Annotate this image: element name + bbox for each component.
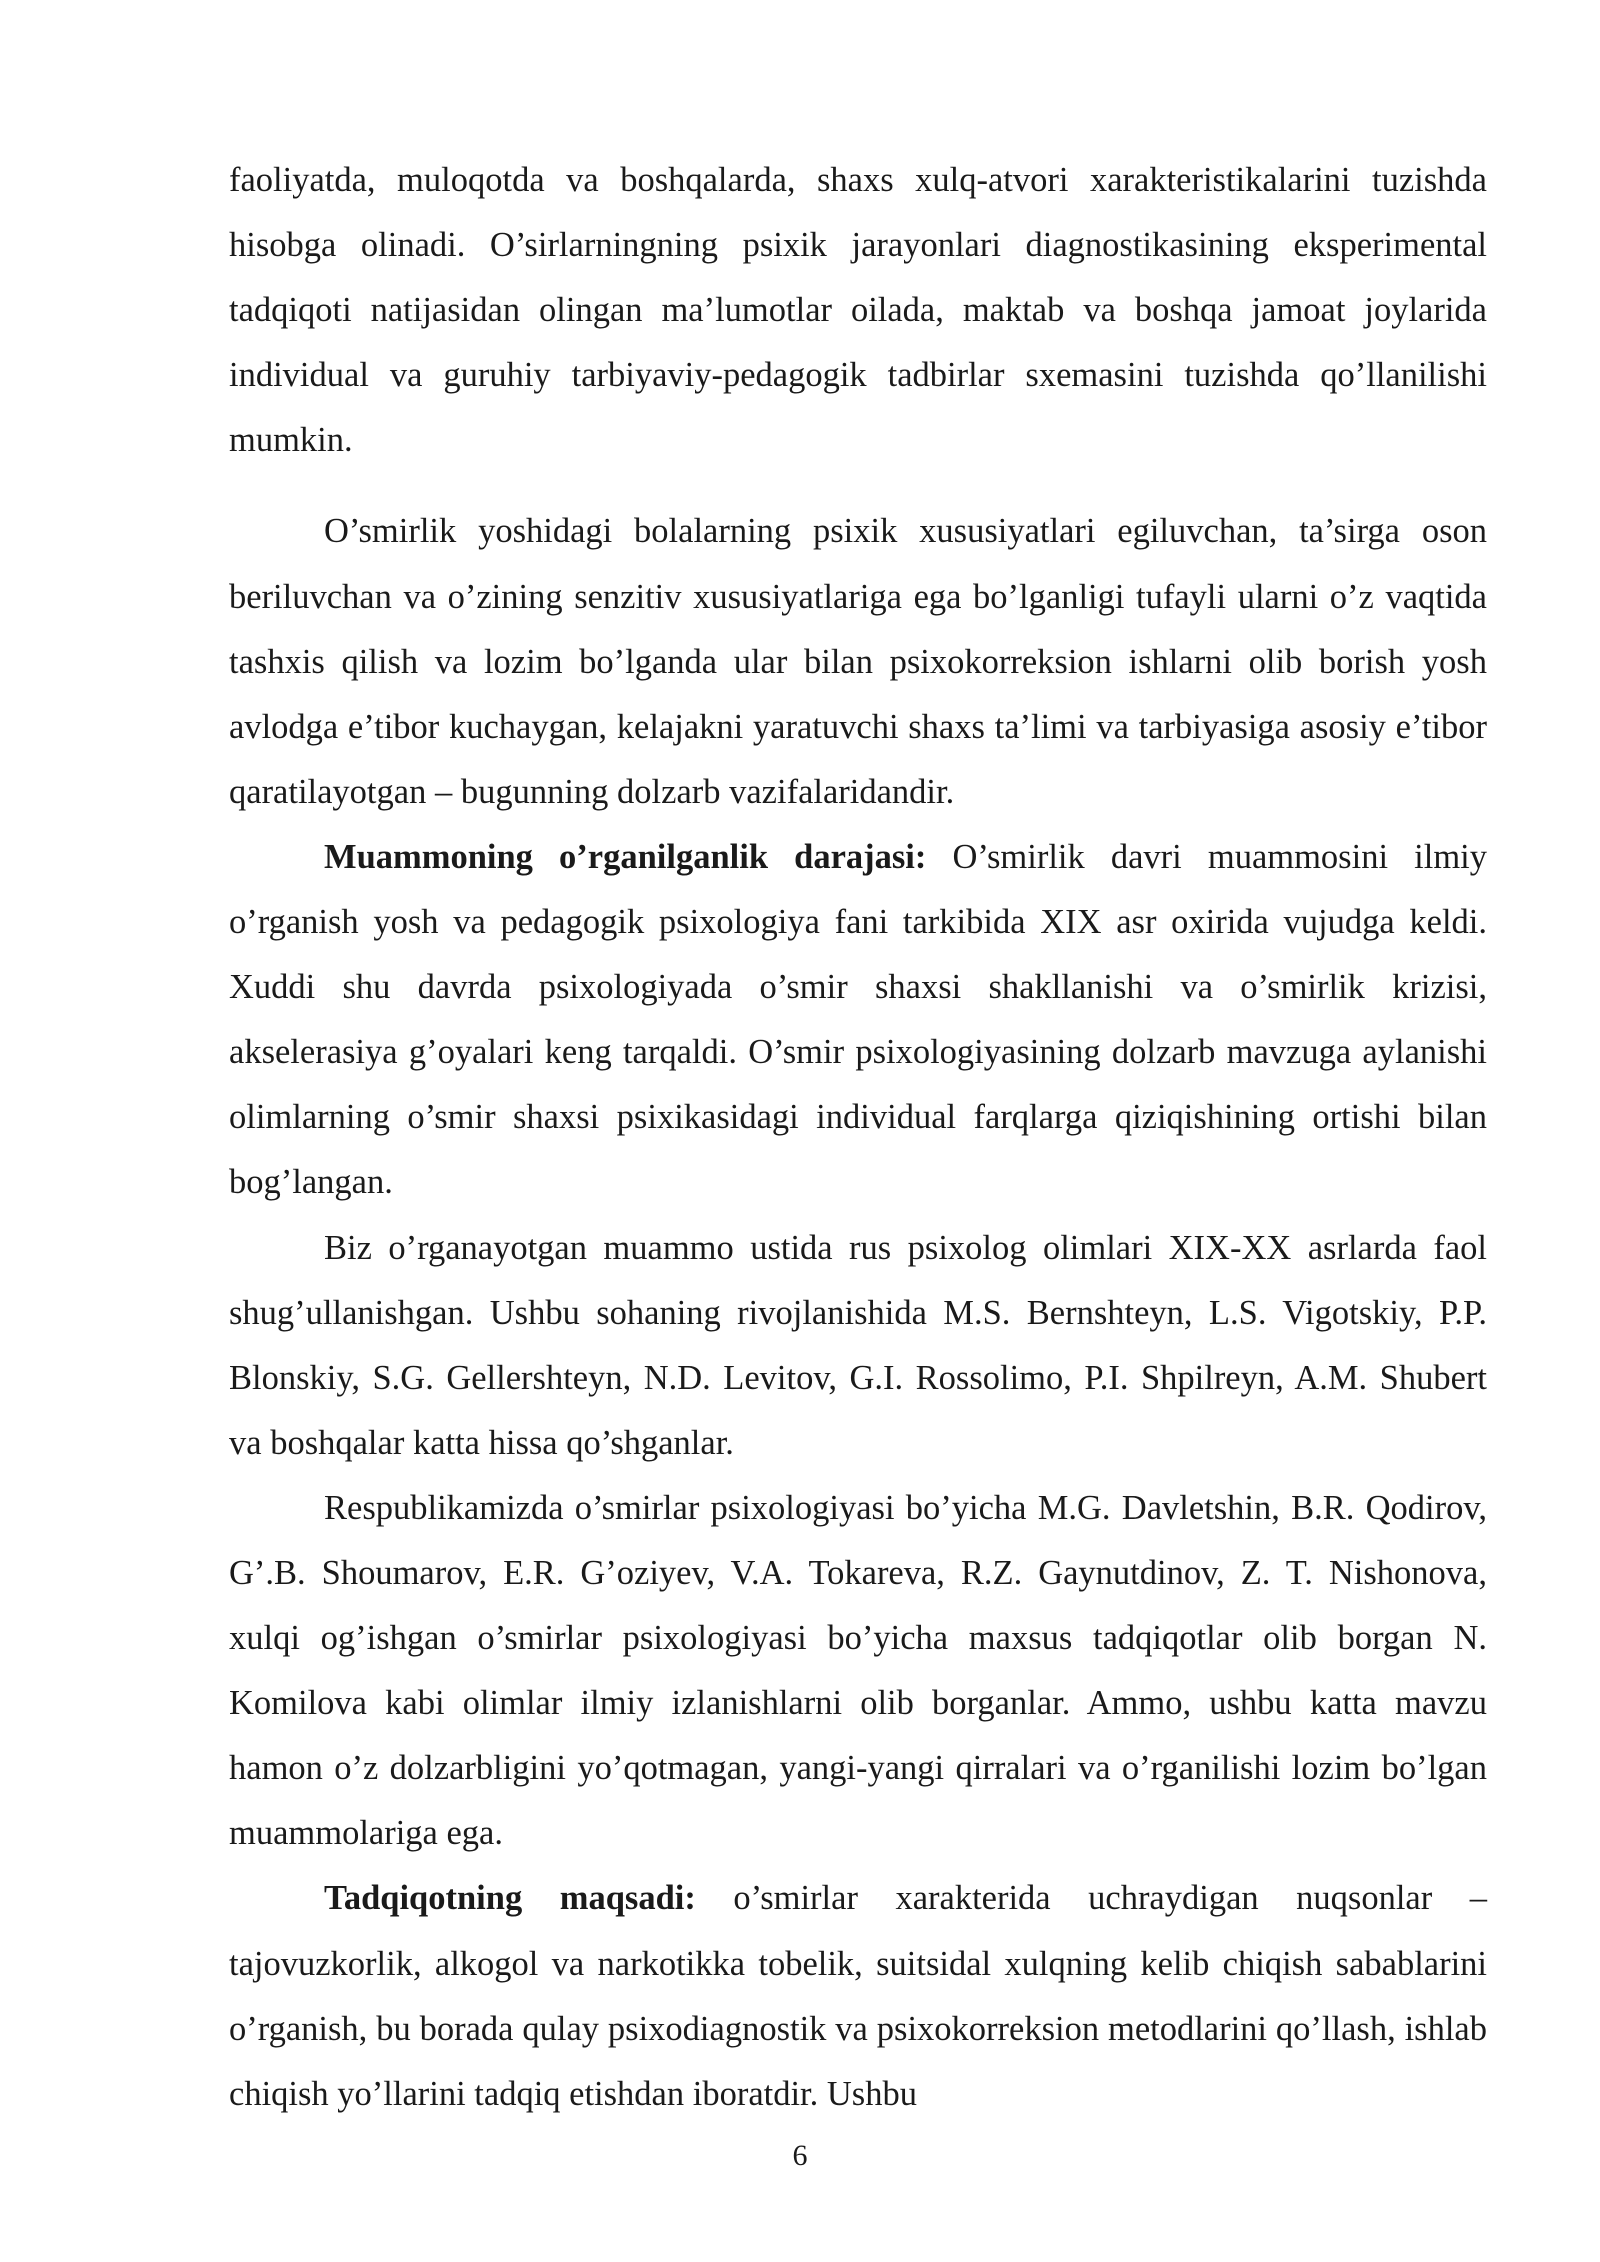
paragraph-research-degree (229, 825, 1487, 1216)
paragraph-research-goal (229, 1866, 1487, 2126)
paragraph (229, 499, 1487, 824)
paragraph (229, 1476, 1487, 1867)
paragraph-text: Respublikamizda o’smirlar psixologiyasi bo’yicha M.G. Davletshin, B.R. Qodirov, G’.B. Shoumarov, E.R. G’oziyev, V.A. Tokareva, R.Z. Gaynutdinov, Z. T. Nishonova, xulqi og’ishgan o’smirlar psixologiyasi bo’yicha maxsus tadqiqotlar olib borgan N. Komilova kabi olimlar ilmiy izlanishlarni olib borganlar. Ammo, ushbu katta mavzu hamon o’z dolzarbligini yo’qotmagan, yangi-yangi qirralari va o’rganilishi lozim bo’lgan muammolariga ega. (229, 1488, 1487, 1853)
paragraph-text: faoliyatda, muloqotda va boshqalarda, shaxs xulq-atvori xarakteristikalarini tuzishda hisobga olinadi. O’sirlarningning psixik jarayonlari diagnostikasining eksperimental tadqiqoti natijasidan olingan ma’lumotlar oilada, maktab va boshqa jamoat joylarida individual va guruhiy tarbiyaviy-pedagogik tadbirlar sxemasini tuzishda qo’llanilishi mumkin. (229, 161, 1487, 460)
body-text (229, 148, 1487, 2127)
paragraph-text: Biz o’rganayotgan muammo ustida rus psixolog olimlari XIX-XX asrlarda faol shug’ullanishgan. Ushbu sohaning rivojlanishida M.S. Bernshteyn, L.S. Vigotskiy, P.P. Blonskiy, S.G. Gellershteyn, N.D. Levitov, G.I. Rossolimo, P.I. Shpilreyn, A.M. Shubert va boshqalar katta hissa qo’shganlar. (229, 1228, 1487, 1462)
paragraph-lead-heading: Muammoning o’rganilganlik darajasi: (324, 837, 927, 876)
paragraph-lead-heading: Tadqiqotning maqsadi: (324, 1879, 696, 1918)
paragraph-continuation (229, 148, 1487, 473)
page-number: 6 (792, 2139, 808, 2172)
paragraph-text: O’smirlik yoshidagi bolalarning psixik xususiyatlari egiluvchan, ta’sirga oson beriluvchan va o’zining senzitiv xususiyatlariga ega bo’lganligi tufayli ularni o’z vaqtida tashxis qilish va lozim bo’lganda ular bilan psixokorreksion ishlarni olib borish yosh avlodga e’tibor kuchaygan, kelajakni yaratuvchi shaxs ta’limi va tarbiyasiga asosiy e’tibor qaratilayotgan – bugunning dolzarb vazifalaridandir. (229, 512, 1487, 811)
paragraph-text: o’smirlar xarakterida uchraydigan nuqsonlar – tajovuzkorlik, alkogol va narkotikka tobelik, suitsidal xulqning kelib chiqish sabablarini o’rganish, bu borada qulay psixodiagnostik va psixokorreksion metodlarini qo’llash, ishlab chiqish yo’llarini tadqiq etishdan iboratdir. Ushbu (229, 1879, 1488, 2113)
paragraph-text: O’smirlik davri muammosini ilmiy o’rganish yosh va pedagogik psixologiya fani tarkibida XIX asr oxirida vujudga keldi. Xuddi shu davrda psixologiyada o’smir shaxsi shakllanishi va o’smirlik krizisi, akselerasiya g’oyalari keng tarqaldi. O’smir psixologiyasining dolzarb mavzuga aylanishi olimlarning o’smir shaxsi psixikasidagi individual farqlarga qiziqishining ortishi bilan bog’langan. (229, 837, 1487, 1202)
paragraph (229, 1216, 1487, 1476)
